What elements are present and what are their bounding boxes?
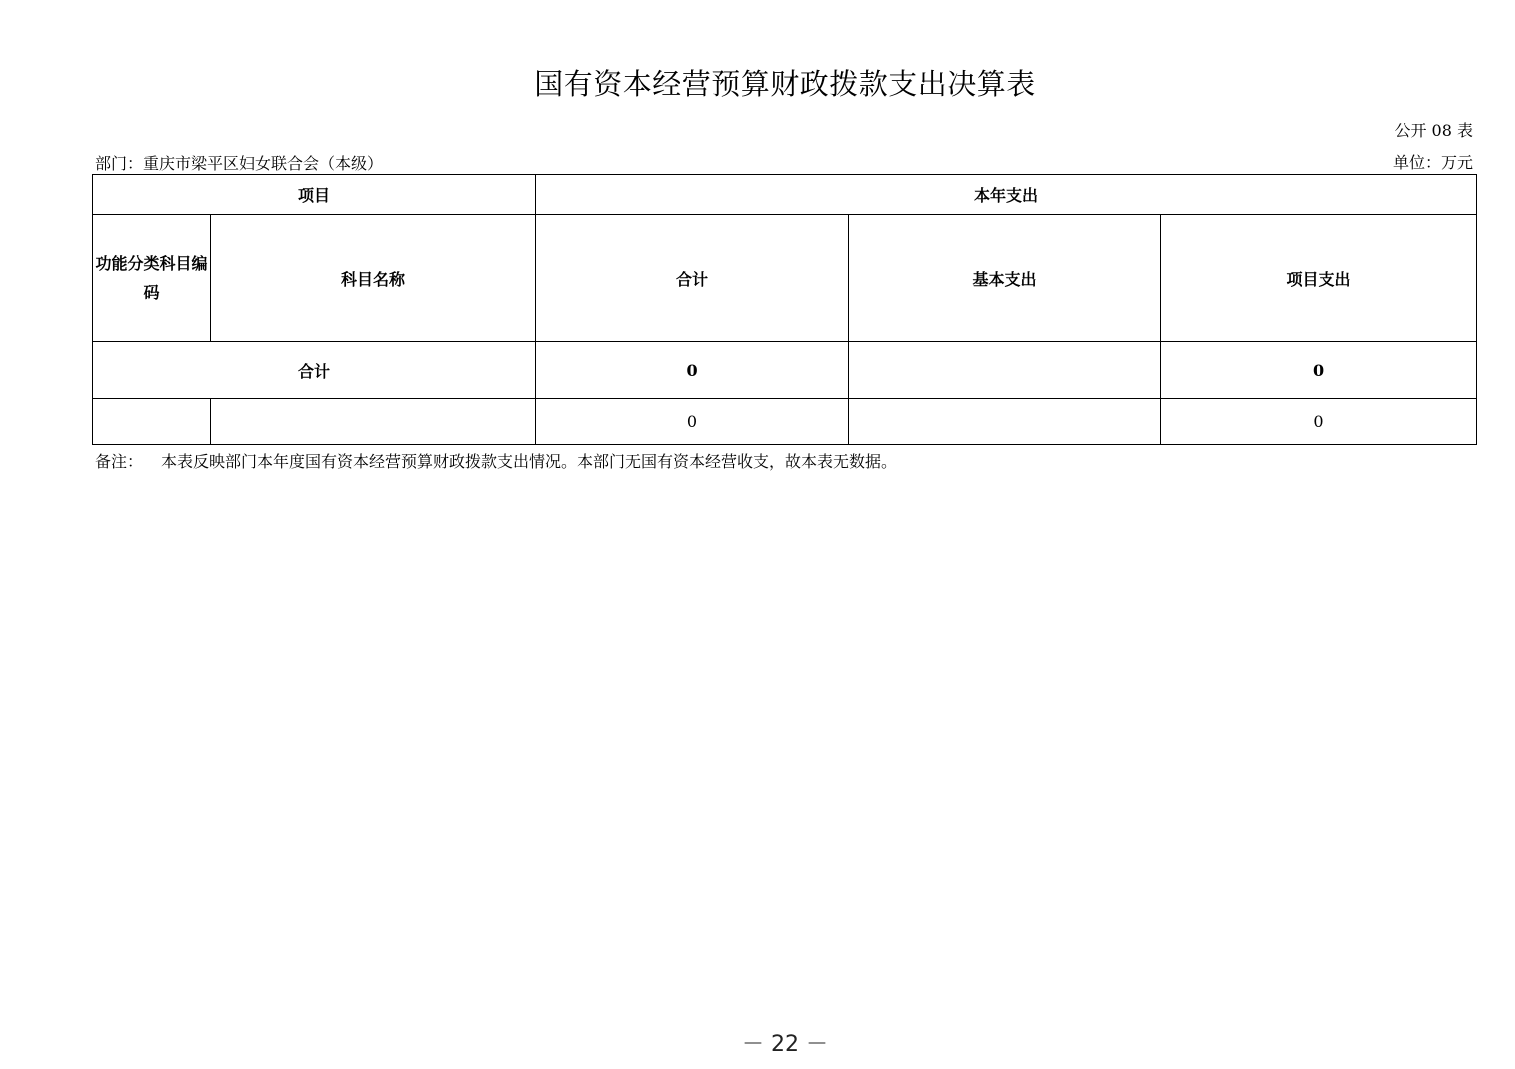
- total-row-basic: [849, 342, 1161, 399]
- header-project-expense: 项目支出: [1161, 215, 1477, 342]
- total-row-project: 0: [1161, 342, 1477, 399]
- footnote-text: 本表反映部门本年度国有资本经营预算财政拨款支出情况。本部门无国有资本经营收支，故本表无数据。: [161, 452, 898, 471]
- row-total: 0: [536, 399, 849, 445]
- table-row: [93, 399, 1477, 445]
- header-function-code: 功能分类科目编码: [93, 215, 211, 342]
- row-project: 0: [1161, 399, 1477, 445]
- header-row-2: [93, 215, 1477, 342]
- department-label: 部门：重庆市梁平区妇女联合会（本级）: [95, 154, 384, 173]
- row-name: [211, 399, 536, 445]
- total-row-total: 0: [536, 342, 849, 399]
- footnote-label: 备注：: [95, 452, 144, 471]
- page-number: － 22 －: [742, 1032, 828, 1057]
- expense-table: [92, 174, 1477, 445]
- table-code: 公开 08 表: [1394, 121, 1473, 140]
- row-basic: [849, 399, 1161, 445]
- header-basic-expense: 基本支出: [849, 215, 1161, 342]
- header-total: 合计: [536, 215, 849, 342]
- total-row: [93, 342, 1477, 399]
- total-row-label: 合计: [93, 342, 536, 399]
- header-subject-name: 科目名称: [211, 215, 536, 342]
- unit-label: 单位：万元: [1392, 153, 1473, 172]
- header-project: 项目: [93, 175, 536, 215]
- row-code: [93, 399, 211, 445]
- header-row-1: [93, 175, 1477, 215]
- header-current-year-expense: 本年支出: [536, 175, 1477, 215]
- footnote: [95, 449, 897, 472]
- page-title: 国有资本经营预算财政拨款支出决算表: [534, 67, 1036, 101]
